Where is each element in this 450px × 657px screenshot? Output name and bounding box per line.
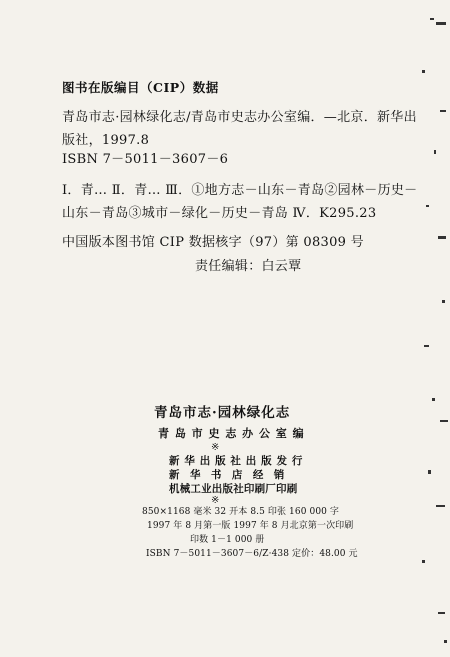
- separator-mark-2: ※: [211, 495, 220, 506]
- publisher-line: 新 华 出 版 社 出 版 发 行: [169, 455, 303, 467]
- separator-mark: ※: [211, 442, 220, 453]
- cip-registration-line: 中国版本图书馆 CIP 数据核字（97）第 08309 号: [62, 235, 364, 250]
- cip-line-4: Ⅰ．青… Ⅱ．青… Ⅲ．①地方志－山东－青岛②园林－历史－: [62, 183, 418, 198]
- spec-print-run-line: 印数 1－1 000 册: [190, 535, 265, 545]
- spec-isbn-price-line: ISBN 7－5011－3607－6/Z·438 定价：48.00 元: [146, 549, 358, 559]
- cip-heading: 图书在版编目（CIP）数据: [62, 80, 219, 95]
- cip-isbn-line: ISBN 7－5011－3607－6: [62, 152, 229, 167]
- colophon-author: 青 岛 市 史 志 办 公 室 编: [158, 427, 305, 440]
- cip-line-2: 版社，1997.8: [62, 133, 150, 148]
- responsible-editor: 责任编辑：白云覃: [195, 259, 302, 274]
- printer-line: 机械工业出版社印刷厂印刷: [169, 483, 298, 495]
- spec-format-line: 850×1168 毫米 32 开本 8.5 印张 160 000 字: [142, 507, 340, 517]
- scan-edge-artifacts: [416, 0, 450, 657]
- cip-line-5: 山东－青岛③城市－绿化－历史－青岛 Ⅳ．K295.23: [62, 206, 377, 221]
- cip-line-1: 青岛市志·园林绿化志/青岛市史志办公室编．—北京．新华出: [62, 110, 417, 125]
- spec-edition-line: 1997 年 8 月第一版 1997 年 8 月北京第一次印刷: [147, 521, 354, 531]
- colophon-book-title: 青岛市志·园林绿化志: [154, 405, 291, 421]
- distributor-line: 新 华 书 店 经 销: [169, 469, 288, 481]
